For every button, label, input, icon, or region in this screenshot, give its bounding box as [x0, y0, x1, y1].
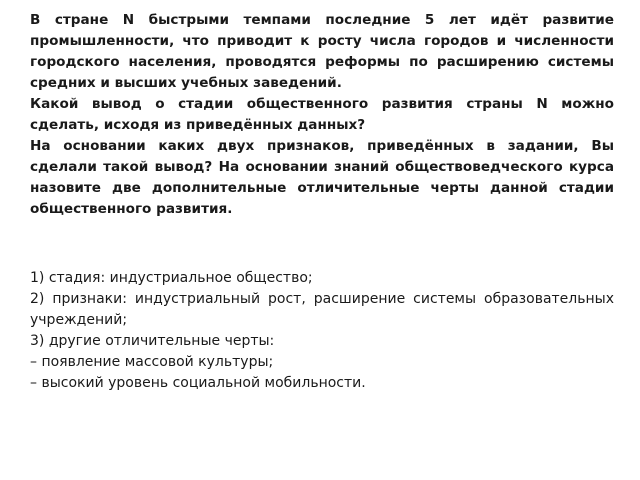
question-paragraph-3: На основании каких двух признаков, приведённых в задании, Вы сделали такой вывод? На основании знаний обществоведческого курса назовите две дополнительные отличительные черты данной стадии общественного развития. — [30, 138, 614, 217]
question-paragraph-2: Какой вывод о стадии общественного развития страны N можно сделать, исходя из приведённых данных? — [30, 96, 614, 133]
answer-line-5: – высокий уровень социальной мобильности. — [30, 375, 366, 391]
answer-line-1: 1) стадия: индустриальное общество; — [30, 270, 313, 286]
answer-block — [30, 268, 614, 394]
question-block — [30, 10, 614, 220]
answer-line-3: 3) другие отличительные черты: — [30, 333, 275, 349]
answer-line-2: 2) признаки: индустриальный рост, расширение системы образовательных учреждений; — [30, 291, 614, 328]
question-paragraph-1: В стране N быстрыми темпами последние 5 лет идёт развитие промышленности, что приводит к росту числа городов и численности городского населения, проводятся реформы по расширению системы средних и высших учебных заведений. — [30, 12, 614, 91]
answer-line-4: – появление массовой культуры; — [30, 354, 274, 370]
